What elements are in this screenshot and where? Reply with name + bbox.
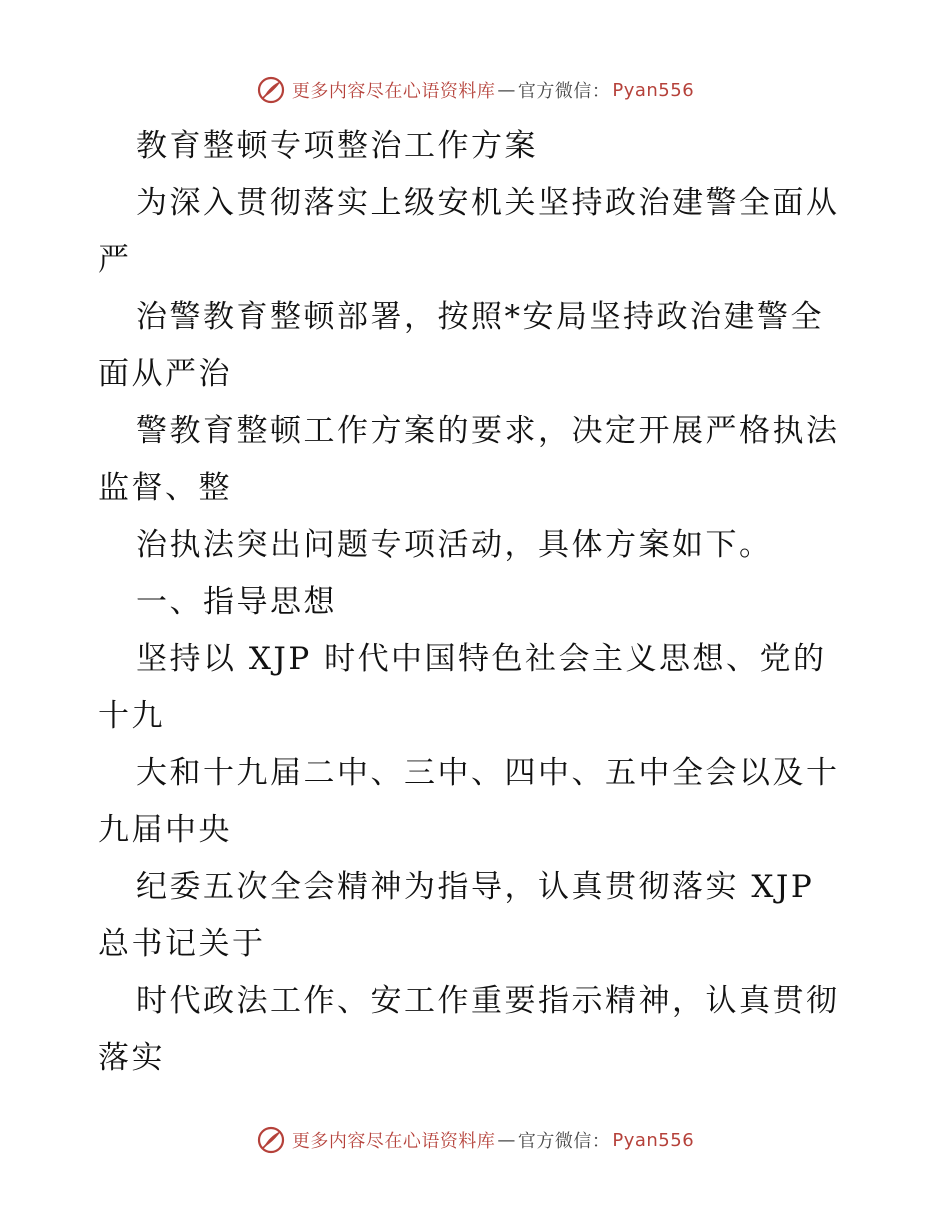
document-line: 治执法突出问题专项活动，具体方案如下。 — [136, 527, 773, 563]
watermark-dash: — — [497, 1129, 516, 1151]
document-line: 监督、整 — [98, 470, 232, 506]
document-line: 总书记关于 — [98, 926, 266, 962]
document-line: 为深入贯彻落实上级安机关坚持政治建警全面从 — [136, 185, 840, 221]
watermark-wechat-label: 官方微信： — [517, 81, 611, 102]
document-line: 落实 — [98, 1040, 165, 1076]
document-line: 治警教育整顿部署，按照*安局坚持政治建警全 — [136, 299, 824, 335]
watermark-header — [0, 70, 950, 110]
document-line: 大和十九届二中、三中、四中、五中全会以及十 — [136, 755, 840, 791]
document-title: 教育整顿专项整治工作方案 — [136, 128, 538, 164]
watermark-wechat-account: Pyan556 — [612, 1129, 695, 1151]
watermark-wechat-account: Pyan556 — [612, 79, 695, 101]
document-line: 十九 — [98, 698, 165, 734]
document-line: 严 — [98, 242, 132, 278]
document-line: 面从严治 — [98, 356, 232, 392]
document-line: 九届中央 — [98, 812, 232, 848]
watermark-main-text: 更多内容尽在心语资料库 — [291, 81, 496, 102]
feather-pen-logo-icon — [256, 1125, 286, 1155]
document-line: 坚持以 XJP 时代中国特色社会主义思想、党的 — [136, 641, 827, 677]
document-line: 警教育整顿工作方案的要求，决定开展严格执法 — [136, 413, 840, 449]
document-line: 纪委五次全会精神为指导，认真贯彻落实 XJP — [136, 869, 815, 905]
document-line: 时代政法工作、安工作重要指示精神，认真贯彻 — [136, 983, 840, 1019]
feather-pen-logo-icon — [256, 75, 286, 105]
watermark-footer — [0, 1120, 950, 1160]
document-body — [98, 118, 858, 1087]
document-line: 一、指导思想 — [136, 584, 337, 620]
watermark-wechat-label: 官方微信： — [517, 1131, 611, 1152]
watermark-dash: — — [497, 79, 516, 101]
watermark-main-text: 更多内容尽在心语资料库 — [291, 1131, 496, 1152]
